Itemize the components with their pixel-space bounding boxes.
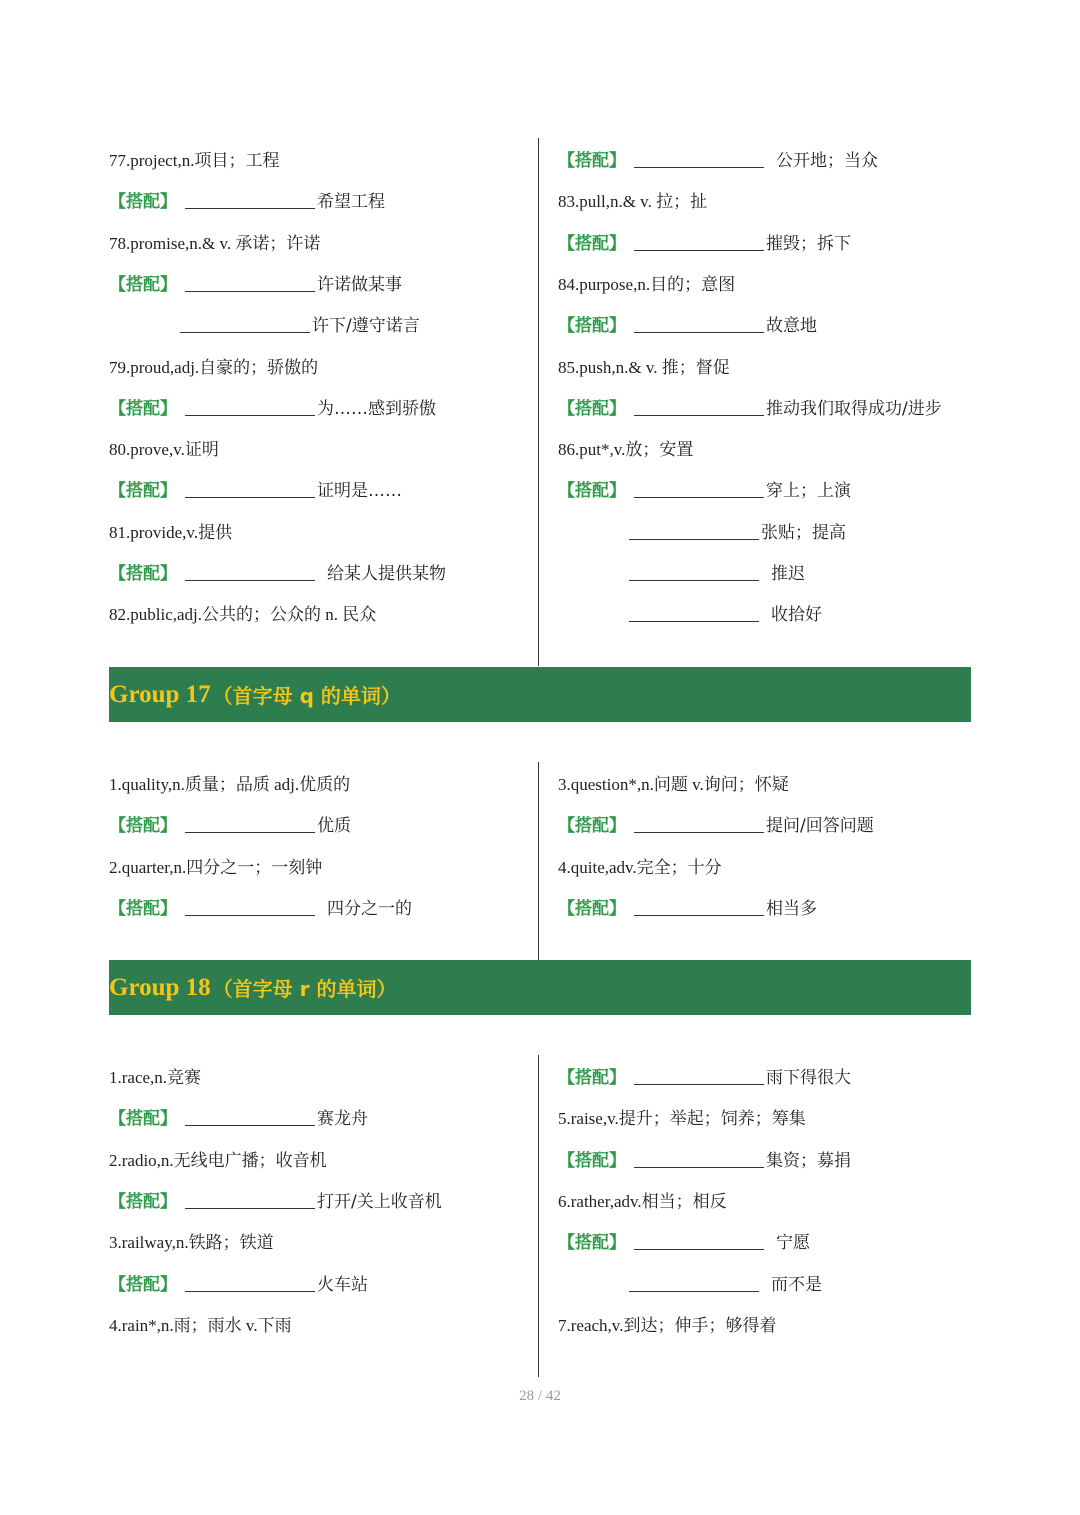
- collocation-tag: 【搭配】: [558, 151, 626, 171]
- collocation-meaning: 四分之一的: [327, 898, 412, 919]
- collocation-row: [629, 600, 822, 630]
- fill-in-blank: [185, 479, 315, 498]
- word-entry-text: 7.reach,v.到达；伸手；够得着: [558, 1315, 777, 1335]
- collocation-meaning: 张贴；提高: [761, 522, 846, 543]
- collocation-tag: 【搭配】: [558, 481, 626, 502]
- collocation-tag: 【搭配】: [109, 898, 177, 919]
- collocation-meaning: 摧毁；拆下: [766, 233, 851, 254]
- word-entry-text: 3.question*,n.问题 v.询问；怀疑: [558, 775, 789, 794]
- fill-in-blank: [634, 1066, 764, 1085]
- word-entry-text: 2.radio,n.无线电广播；收音机: [109, 1150, 327, 1170]
- column-divider: [538, 762, 539, 960]
- word-entry: [109, 1228, 274, 1258]
- collocation-row: [109, 811, 351, 841]
- word-entry-text: 77.project,n.项目；工程: [109, 151, 280, 170]
- collocation-row: [180, 311, 420, 341]
- fill-in-blank: [185, 1273, 315, 1292]
- collocation-tag: 【搭配】: [558, 1233, 626, 1254]
- word-entry-text: 5.raise,v.提升；举起；饲养；筹集: [558, 1109, 806, 1129]
- fill-in-blank: [185, 190, 315, 209]
- collocation-meaning: 许诺做某事: [317, 274, 402, 295]
- fill-in-blank: [629, 603, 759, 622]
- word-entry-text: 1.quality,n.质量；品质 adj.优质的: [109, 775, 351, 794]
- word-entry: [558, 435, 693, 465]
- word-entry: [558, 853, 722, 883]
- word-entry: [558, 187, 707, 217]
- collocation-row: [558, 311, 817, 341]
- fill-in-blank: [634, 1149, 764, 1168]
- collocation-meaning: 给某人提供某物: [327, 564, 446, 584]
- word-entry: [558, 770, 789, 800]
- collocation-tag: 【搭配】: [109, 274, 177, 295]
- word-entry: [558, 270, 735, 300]
- collocation-meaning: 宁愿: [776, 1233, 810, 1254]
- word-entry: [558, 1187, 727, 1217]
- collocation-meaning: 集资；募捐: [766, 1150, 851, 1171]
- collocation-meaning: 证明是……: [317, 481, 402, 502]
- word-entry-text: 2.quarter,n.四分之一；一刻钟: [109, 857, 323, 877]
- collocation-meaning: 公开地；当众: [776, 151, 878, 171]
- collocation-meaning: 许下/遵守诺言: [312, 316, 420, 337]
- fill-in-blank: [634, 897, 764, 916]
- collocation-tag: 【搭配】: [558, 233, 626, 254]
- collocation-row: [109, 394, 436, 424]
- page-number: 28 / 42: [519, 1388, 561, 1404]
- collocation-tag: 【搭配】: [558, 898, 626, 919]
- word-entry: [109, 600, 376, 630]
- fill-in-blank: [185, 562, 315, 581]
- collocation-tag: 【搭配】: [558, 398, 626, 419]
- collocation-tag: 【搭配】: [558, 316, 626, 337]
- word-entry: [109, 1311, 292, 1341]
- collocation-row: [558, 229, 851, 259]
- collocation-row: [558, 476, 851, 506]
- word-entry: [109, 1146, 327, 1176]
- group17-subtitle: （首字母 q 的单词）: [212, 684, 401, 708]
- word-entry: [109, 146, 279, 176]
- word-entry-text: 80.prove,v.证明: [109, 440, 219, 460]
- collocation-row: [109, 1270, 368, 1300]
- collocation-row: [558, 894, 817, 924]
- word-entry: [558, 1311, 776, 1341]
- collocation-meaning: 收拾好: [771, 605, 822, 626]
- group17-banner: [109, 667, 971, 722]
- group18-banner: [109, 960, 971, 1015]
- word-entry-text: 82.public,adj.公共的；公众的 n. 民众: [109, 605, 377, 625]
- collocation-tag: 【搭配】: [109, 1191, 177, 1212]
- collocation-meaning: 打开/关上收音机: [317, 1191, 442, 1212]
- word-entry-text: 4.rain*,n.雨；雨水 v.下雨: [109, 1315, 292, 1335]
- collocation-row: [109, 187, 385, 217]
- word-entry-text: 86.put*,v.放；安置: [558, 440, 694, 460]
- fill-in-blank: [634, 232, 764, 251]
- fill-in-blank: [629, 1273, 759, 1292]
- word-entry-text: 78.promise,n.& v. 承诺；许诺: [109, 233, 321, 253]
- fill-in-blank: [185, 897, 315, 916]
- collocation-tag: 【搭配】: [109, 1274, 177, 1295]
- collocation-row: [558, 1146, 851, 1176]
- word-entry-text: 1.race,n.竞赛: [109, 1068, 202, 1087]
- collocation-tag: 【搭配】: [558, 1150, 626, 1171]
- fill-in-blank: [634, 1231, 764, 1250]
- collocation-row: [558, 146, 878, 176]
- column-divider: [538, 138, 539, 666]
- collocation-meaning: 赛龙舟: [317, 1109, 368, 1130]
- collocation-row: [558, 1063, 851, 1093]
- collocation-row: [109, 270, 402, 300]
- collocation-meaning: 优质: [317, 816, 351, 837]
- word-entry: [109, 853, 322, 883]
- collocation-meaning: 推动我们取得成功/进步: [766, 398, 942, 419]
- collocation-tag: 【搭配】: [109, 192, 177, 213]
- collocation-meaning: 故意地: [766, 316, 817, 337]
- word-entry: [109, 353, 318, 383]
- collocation-row: [109, 1104, 368, 1134]
- word-entry-text: 85.push,n.& v. 推；督促: [558, 357, 730, 377]
- fill-in-blank: [634, 314, 764, 333]
- fill-in-blank: [185, 273, 315, 292]
- collocation-row: [629, 518, 846, 548]
- fill-in-blank: [629, 562, 759, 581]
- collocation-tag: 【搭配】: [558, 1068, 626, 1088]
- collocation-meaning: 希望工程: [317, 192, 385, 213]
- collocation-tag: 【搭配】: [109, 398, 177, 419]
- word-entry: [558, 353, 730, 383]
- collocation-row: [109, 476, 402, 506]
- collocation-meaning: 穿上；上演: [766, 481, 851, 502]
- word-entry: [109, 229, 320, 259]
- collocation-meaning: 推迟: [771, 564, 805, 584]
- collocation-row: [109, 559, 446, 589]
- collocation-meaning: 提问/回答问题: [766, 816, 874, 837]
- collocation-meaning: 而不是: [771, 1274, 822, 1295]
- collocation-row: [109, 894, 412, 924]
- word-entry-text: 6.rather,adv.相当；相反: [558, 1191, 727, 1211]
- word-entry: [109, 518, 232, 548]
- word-entry: [109, 435, 219, 465]
- word-entry: [109, 770, 350, 800]
- word-entry-text: 4.quite,adv.完全；十分: [558, 857, 722, 877]
- column-divider: [538, 1055, 539, 1377]
- fill-in-blank: [634, 814, 764, 833]
- fill-in-blank: [180, 314, 310, 333]
- fill-in-blank: [185, 1107, 315, 1126]
- collocation-row: [109, 1187, 442, 1217]
- collocation-tag: 【搭配】: [109, 564, 177, 584]
- collocation-tag: 【搭配】: [109, 816, 177, 837]
- word-entry-text: 81.provide,v.提供: [109, 522, 233, 542]
- group18-subtitle: （首字母 r 的单词）: [212, 977, 397, 1001]
- word-entry-text: 83.pull,n.& v. 拉；扯: [558, 192, 708, 212]
- collocation-row: [629, 559, 805, 589]
- collocation-row: [558, 1228, 810, 1258]
- fill-in-blank: [634, 397, 764, 416]
- collocation-tag: 【搭配】: [109, 481, 177, 502]
- word-entry-text: 79.proud,adj.自豪的；骄傲的: [109, 357, 319, 377]
- collocation-row: [629, 1270, 822, 1300]
- fill-in-blank: [634, 479, 764, 498]
- word-entry: [558, 1104, 806, 1134]
- fill-in-blank: [634, 149, 764, 168]
- collocation-meaning: 火车站: [317, 1274, 368, 1295]
- collocation-meaning: 为……感到骄傲: [317, 398, 436, 419]
- collocation-row: [558, 811, 874, 841]
- fill-in-blank: [185, 1190, 315, 1209]
- group18-title: Group 18: [109, 973, 211, 1001]
- collocation-meaning: 相当多: [766, 898, 817, 919]
- word-entry: [109, 1063, 201, 1093]
- word-entry-text: 84.purpose,n.目的；意图: [558, 274, 736, 294]
- collocation-tag: 【搭配】: [558, 816, 626, 837]
- fill-in-blank: [185, 814, 315, 833]
- collocation-tag: 【搭配】: [109, 1109, 177, 1130]
- fill-in-blank: [629, 521, 759, 540]
- fill-in-blank: [185, 397, 315, 416]
- word-entry-text: 3.railway,n.铁路；铁道: [109, 1233, 274, 1253]
- collocation-meaning: 雨下得很大: [766, 1068, 851, 1088]
- collocation-row: [558, 394, 942, 424]
- group17-title: Group 17: [109, 680, 211, 708]
